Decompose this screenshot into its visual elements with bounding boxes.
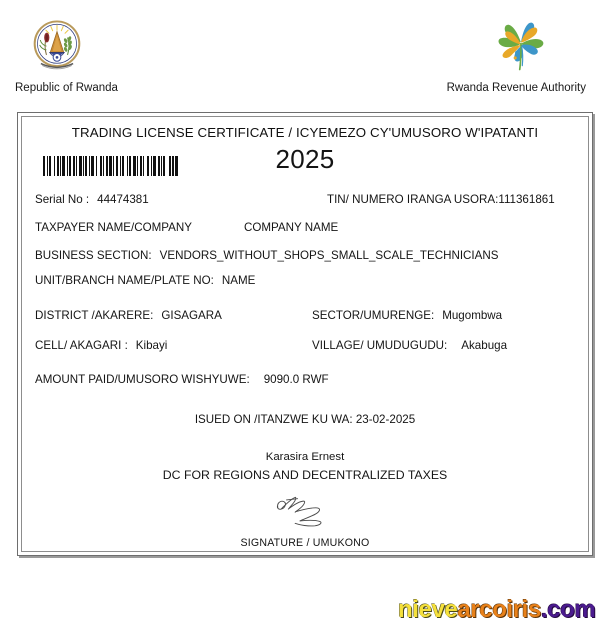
unit-branch-value: NAME <box>221 274 256 287</box>
sector-field <box>312 309 502 322</box>
serial-label: Serial No : <box>35 193 90 206</box>
rwanda-revenue-authority-label: Rwanda Revenue Authority <box>446 82 586 94</box>
district-value: GISAGARA <box>161 309 222 322</box>
page-header <box>0 0 612 108</box>
republic-of-rwanda-block <box>14 12 138 95</box>
amount-label: AMOUNT PAID/UMUSORO WISHYUWE: <box>35 373 250 386</box>
taxpayer-label: TAXPAYER NAME/COMPANY <box>35 221 192 234</box>
tin-field <box>327 193 555 206</box>
rwanda-coat-of-arms-icon <box>14 12 138 78</box>
serial-field <box>35 193 149 206</box>
unit-branch-label: UNIT/BRANCH NAME/PLATE NO: <box>35 274 214 287</box>
cell-field <box>35 339 167 352</box>
business-section-value: VENDORS_WITHOUT_SHOPS_SMALL_SCALE_TECHNICIANS <box>159 249 499 262</box>
certificate-body <box>22 117 588 551</box>
issued-on-text: ISUED ON /ITANZWE KU WA: 23-02-2025 <box>194 413 416 426</box>
sector-label: SECTOR/UMURENGE: <box>312 309 435 322</box>
tin-label: TIN/ NUMERO IRANGA USORA: <box>327 193 499 206</box>
district-field <box>35 309 222 322</box>
cell-label: CELL/ AKAGARI : <box>35 339 128 352</box>
site-watermark <box>398 596 595 624</box>
license-year: 2025 <box>275 144 335 174</box>
cell-value: Kibayi <box>135 339 168 352</box>
amount-value: 9090.0 RWF <box>263 373 329 386</box>
business-section-label: BUSINESS SECTION: <box>35 249 152 262</box>
rra-splash-logo-icon <box>437 12 587 78</box>
republic-of-rwanda-label: Republic of Rwanda <box>15 82 118 94</box>
certificate-title: TRADING LICENSE CERTIFICATE / ICYEMEZO CY'UMUSORO W'IPATANTI <box>71 125 539 140</box>
sector-value: Mugombwa <box>442 309 503 322</box>
taxpayer-value: COMPANY NAME <box>243 221 339 234</box>
certificate-frame <box>17 112 593 556</box>
certificate-inner-border <box>21 116 589 552</box>
watermark-part-1: nieve <box>398 596 458 623</box>
handwritten-signature-icon <box>22 491 588 531</box>
unit-branch-field <box>35 274 255 287</box>
signature-label: SIGNATURE / UMUKONO <box>240 537 370 549</box>
business-section-field <box>35 249 499 262</box>
village-label: VILLAGE/ UMUDUGUDU: <box>312 339 448 352</box>
signatory-role: DC FOR REGIONS AND DECENTRALIZED TAXES <box>162 468 448 482</box>
rwanda-revenue-authority-block <box>437 12 587 95</box>
serial-value: 44474381 <box>97 193 149 206</box>
village-value: Akabuga <box>461 339 508 352</box>
tin-value: 111361861 <box>498 193 555 206</box>
taxpayer-field <box>35 221 338 234</box>
amount-field <box>35 373 329 386</box>
village-field <box>312 339 507 352</box>
watermark-part-3: .com <box>540 596 596 623</box>
district-label: DISTRICT /AKARERE: <box>35 309 154 322</box>
signatory-name: Karasira Ernest <box>265 451 345 463</box>
watermark-part-2: arcoiris <box>457 596 541 623</box>
